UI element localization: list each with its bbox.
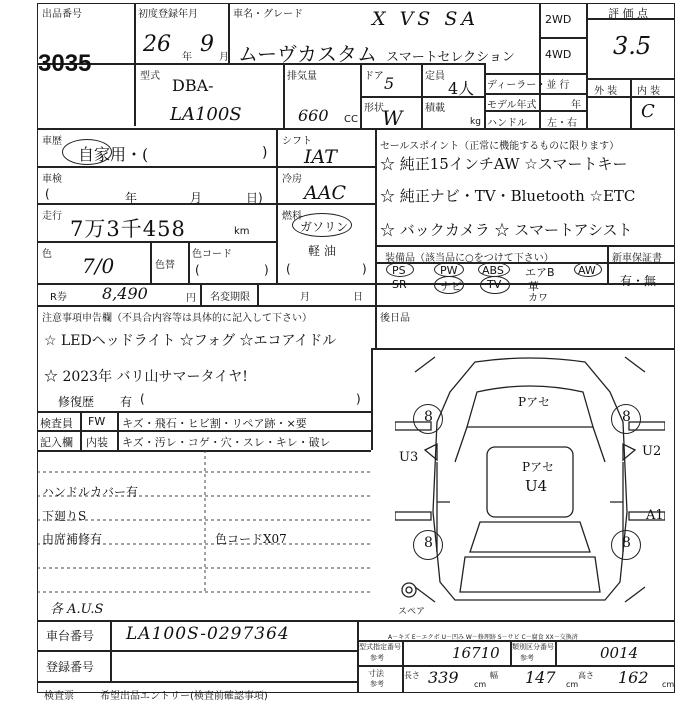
ac-value: AAC: [304, 182, 346, 204]
equip-sr: SR: [392, 278, 407, 291]
sales-point-line2: ☆ 純正ナビ・TV・Bluetooth ☆ETC: [380, 187, 636, 205]
remark-line2: 下廻りS: [42, 509, 87, 523]
registration-label: 登録番号: [46, 660, 95, 674]
shape-value: W: [382, 106, 403, 130]
rule: [110, 620, 112, 681]
model-label: 型式: [140, 71, 160, 82]
first-registration-month: 9: [200, 32, 214, 57]
rule: [586, 3, 588, 128]
spare-label: スペア: [398, 607, 426, 617]
drive-2wd: 2WD: [545, 13, 572, 26]
rule: [357, 620, 359, 693]
handle-label: ハンドル: [487, 118, 527, 129]
doors-value: 5: [384, 74, 395, 93]
fuel-open: (: [286, 262, 291, 276]
chassis-value: LA100S-0297364: [126, 624, 290, 644]
fw-text: キズ・飛石・ヒビ割・リペア跡・×要: [122, 417, 307, 430]
name-change-day: 日: [353, 292, 363, 303]
width-value: 147: [525, 668, 556, 687]
rule: [630, 78, 632, 128]
first-registration-year: 26: [143, 32, 171, 57]
equip-tv: TV: [487, 278, 502, 291]
category-value: 0014: [600, 644, 639, 662]
rule: [134, 3, 136, 126]
cm-unit-height: cm: [662, 680, 675, 689]
equip-circle: [574, 262, 602, 277]
rule: [371, 348, 373, 450]
equip-airbag: エアB: [525, 266, 555, 279]
first-registration-label: 初度登録年月: [138, 9, 198, 20]
sales-points-label: セールスポイント（正常に機能するものに限ります）: [380, 141, 620, 152]
cm-unit-length: cm: [474, 680, 487, 689]
ac-label: 冷房: [282, 174, 302, 185]
size-sub: 参考: [370, 680, 384, 688]
warranty-value: 有・無: [620, 274, 657, 288]
height-label: 高さ: [578, 671, 594, 680]
length-label: 長さ: [404, 671, 420, 680]
shape-label: 形状: [364, 103, 384, 114]
inspection-open: (: [45, 187, 50, 201]
history-label: 車歴: [42, 136, 62, 147]
color-code-open: (: [195, 263, 200, 277]
inspector-label: 検査員: [40, 417, 73, 430]
score-label: 評 価 点: [608, 7, 648, 20]
rule: [80, 411, 82, 450]
capacity-label: 定員: [425, 71, 445, 82]
rule: [276, 128, 278, 283]
recycle-amount: 8,490: [102, 284, 148, 303]
remark-line4: 色コードX07: [215, 532, 287, 546]
equip-kawa: カワ: [528, 293, 548, 304]
rule: [539, 37, 586, 39]
kg-unit: kg: [470, 117, 481, 127]
grade-code: X VS SA: [372, 8, 480, 30]
doors-label: ドア: [364, 71, 384, 82]
model-year-unit: 年: [571, 100, 581, 111]
aftermarket-label: 後日品: [380, 313, 410, 324]
rule: [375, 245, 675, 247]
displacement-label: 排気量: [287, 71, 317, 82]
fuel-light-oil: 軽 油: [308, 244, 336, 258]
mileage-label: 走行: [42, 211, 62, 222]
right-rear-code: A1: [646, 508, 664, 523]
name-change-month: 月: [300, 292, 310, 303]
rule: [37, 203, 276, 205]
equip-circle: [386, 262, 414, 277]
left-code: U3: [399, 450, 419, 465]
right-code: U2: [642, 444, 662, 459]
cc-unit: CC: [344, 114, 358, 125]
tire-value-fl: 8: [424, 409, 433, 425]
score-value: 3.5: [613, 32, 652, 60]
color-code-close: ): [264, 263, 269, 277]
drive-4wd: 4WD: [545, 48, 572, 61]
rule: [37, 620, 675, 622]
car-grade-label: 車名・グレード: [233, 9, 303, 20]
rule: [37, 411, 371, 413]
rule: [37, 650, 357, 652]
tire-value-rl: 8: [424, 535, 433, 551]
rule: [283, 63, 285, 128]
year-unit: 年: [182, 52, 192, 63]
equip-leather: 革: [528, 280, 539, 293]
equip-abs: ABS: [482, 264, 504, 277]
attention-line1: ☆ LEDヘッドライト ☆フォグ ☆エコアイドル: [44, 333, 337, 349]
displacement-value: 660: [298, 106, 329, 125]
fuel-close: ): [362, 262, 367, 276]
repair-history-paren: (: [140, 392, 145, 406]
equip-circle: [480, 276, 510, 294]
roof-code: U4: [525, 477, 548, 495]
history-value: 自家用・(: [78, 145, 149, 164]
damage-legend: A－キズ E－エクボ U－凹み W－修理跡 S－サビ C－腐食 XX－交換済: [388, 634, 578, 641]
inspection-month: 月: [190, 191, 203, 205]
front-panel-note: Pアセ: [518, 395, 550, 409]
color-value: 7/0: [82, 254, 115, 278]
cm-unit-width: cm: [566, 680, 579, 689]
interior-label: 内 装: [637, 86, 661, 97]
footer-text: 希望出品エントリー(検査前確認事項): [100, 691, 268, 702]
yen-unit: 円: [186, 293, 196, 304]
lot-number-label: 出品番号: [42, 9, 82, 20]
designation-label: 型式指定番号: [359, 643, 401, 651]
repair-history-close: ): [356, 392, 361, 406]
inspection-year: 年: [125, 191, 138, 205]
rule: [484, 73, 586, 75]
shift-label: シフト: [282, 136, 312, 147]
rule: [257, 283, 259, 305]
sales-point-line3: ☆ バックカメラ ☆ スマートアシスト: [380, 221, 633, 239]
rule: [37, 128, 675, 130]
interior-score: C: [641, 101, 655, 122]
dealer-label: ディーラー・並 行: [487, 80, 570, 91]
exterior-label: 外 装: [594, 86, 618, 97]
warranty-label: 新車保証書: [612, 253, 662, 264]
load-label: 積載: [425, 103, 445, 114]
rule: [484, 93, 586, 95]
rule: [375, 283, 377, 348]
fuel-gasoline: ガソリン: [300, 220, 349, 234]
equip-aw: AW: [578, 264, 596, 277]
rule: [150, 241, 152, 283]
roof-panel-note: Pアセ: [522, 460, 554, 474]
attention-line2: ☆ 2023年 バリ山サマータイヤ!: [44, 369, 248, 385]
handle-value: 左・右: [547, 118, 577, 129]
model-prefix: DBA-: [172, 76, 214, 95]
rule: [188, 241, 190, 283]
tire-value-fr: 8: [622, 409, 631, 425]
footer-label: 検査票: [44, 691, 74, 702]
car-name: ムーヴカスタム: [238, 42, 377, 66]
grade-name: スマートセレクション: [386, 50, 515, 65]
rule: [357, 665, 675, 667]
equip-circle: [478, 262, 510, 277]
category-label: 類別区分番号: [512, 643, 554, 651]
equipment-label: 装備品（該当品に○をつけて下さい）: [385, 253, 554, 264]
width-label: 幅: [490, 671, 498, 680]
mileage-value: 7万3千458: [70, 217, 186, 241]
interior-inspect-text: キズ・汚レ・コゲ・穴・スレ・キレ・破レ: [122, 436, 331, 449]
category-sub: 参考: [520, 654, 534, 662]
height-value: 162: [618, 668, 649, 687]
recorder-label: 記入欄: [40, 436, 73, 449]
rule: [402, 640, 404, 693]
model-year-label: モデル年式: [487, 100, 537, 111]
rule: [375, 128, 377, 283]
size-label: 寸法: [368, 669, 384, 678]
sales-point-line1: ☆ 純正15インチAW ☆スマートキー: [380, 155, 628, 173]
model-code: LA100S: [170, 104, 242, 125]
remark-line1: ハンドルカバー有: [42, 485, 139, 499]
name-change-label: 名変期限: [210, 292, 250, 303]
designation-value: 16710: [452, 644, 500, 662]
designation-sub: 参考: [370, 654, 384, 662]
inspection-label: 車検: [42, 174, 62, 185]
remark-line5: 各 A.U.S: [50, 602, 104, 617]
interior-inspect-label: 内装: [86, 436, 108, 449]
length-value: 339: [428, 668, 459, 687]
chassis-label: 車台番号: [46, 629, 95, 643]
equip-ps: PS: [392, 264, 406, 277]
rule: [37, 166, 276, 168]
rule: [37, 305, 675, 307]
fuel-label: 燃料: [282, 211, 302, 222]
history-close: ): [262, 145, 268, 161]
rule: [117, 411, 119, 450]
capacity-value: 4人: [448, 79, 475, 98]
equip-circle: [434, 262, 464, 277]
color-code-label: 色コード: [192, 249, 232, 260]
repair-history-label: 修復歴: [58, 395, 95, 409]
rule: [200, 283, 202, 305]
attention-label: 注意事項申告欄（不具合内容等は具体的に記入して下さい）: [42, 313, 312, 324]
rule: [555, 640, 557, 665]
rule: [371, 348, 675, 350]
equip-navi: ナビ: [440, 280, 462, 293]
rule: [37, 681, 357, 683]
month-unit: 月: [219, 52, 229, 63]
equip-pw: PW: [440, 264, 458, 277]
shift-value: IAT: [304, 146, 337, 168]
color-label: 色: [42, 249, 52, 260]
fw-label: FW: [88, 415, 106, 428]
equip-circle: [434, 276, 464, 294]
remark-line3: 由席補修有: [42, 532, 103, 546]
tire-value-rr: 8: [622, 535, 631, 551]
recycle-label: R券: [50, 292, 67, 303]
km-unit: km: [234, 226, 250, 237]
lot-number: 3035: [38, 50, 92, 77]
color-change-label: 色替: [155, 260, 175, 271]
rule: [607, 245, 609, 283]
inspection-day: 日): [246, 191, 263, 205]
repair-history-value: 有: [120, 395, 133, 409]
